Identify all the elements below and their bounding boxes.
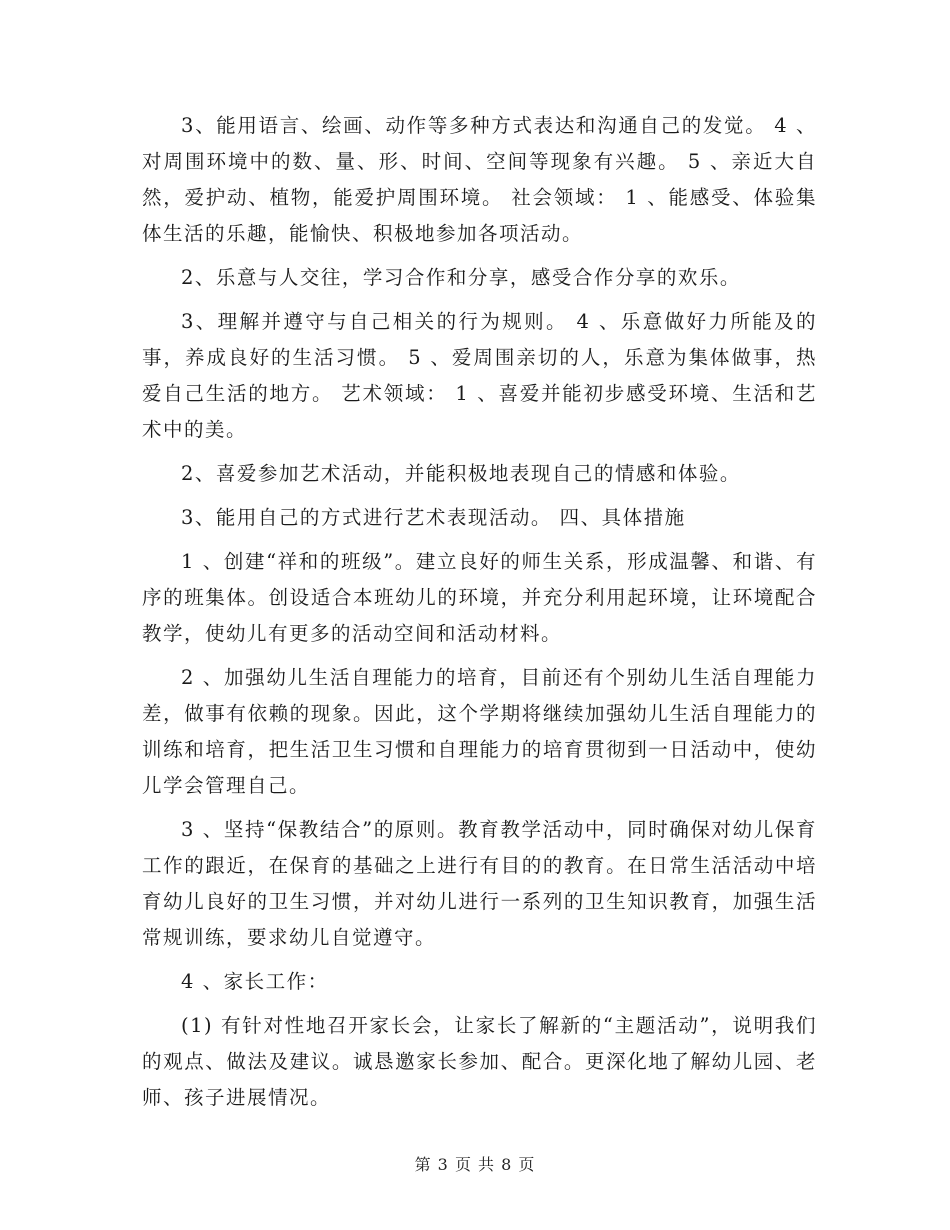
paragraph: 2 、加强幼儿生活自理能力的培育，目前还有个别幼儿生活自理能力差，做事有依赖的现象。因此，这个学期将继续加强幼儿生活自理能力的训练和培育，把生活卫生习惯和自理能力的培育贯彻到一日活动中，使幼儿学会管理自己。	[142, 666, 817, 797]
paragraph: 3、理解并遵守与自己相关的行为规则。 4 、乐意做好力所能及的事，养成良好的生活习惯。 5 、爱周围亲切的人，乐意为集体做事，热爱自己生活的地方。 艺术领域： 1 、喜爱并能初步感受环境、生活和艺术中的美。	[142, 310, 817, 441]
paragraph: 2、喜爱参加艺术活动，并能积极地表现自己的情感和体验。	[181, 462, 741, 485]
paragraph: 3 、坚持“保教结合”的原则。教育教学活动中，同时确保对幼儿保育工作的跟近，在保育的基础之上进行有目的的教育。在日常生活活动中培育幼儿良好的卫生习惯，并对幼儿进行一系列的卫生知识教育，加强生活常规训练，要求幼儿自觉遵守。	[142, 818, 817, 949]
paragraph: 3、能用自己的方式进行艺术表现活动。 四、具体措施	[181, 506, 686, 529]
page-number-footer: 第 3 页 共 8 页	[414, 1155, 536, 1174]
paragraph: 4 、家长工作：	[181, 970, 329, 993]
paragraph: (1) 有针对性地召开家长会，让家长了解新的“主题活动”，说明我们的观点、做法及建议。诚恳邀家长参加、配合。更深化地了解幼儿园、老师、孩子进展情况。	[142, 1014, 817, 1109]
paragraph: 1 、创建“祥和的班级”。建立良好的师生关系，形成温馨、和谐、有序的班集体。创设适合本班幼儿的环境，并充分利用起环境，让环境配合教学，使幼儿有更多的活动空间和活动材料。	[142, 550, 817, 645]
paragraph: 2、乐意与人交往，学习合作和分享，感受合作分享的欢乐。	[181, 266, 741, 289]
document-body	[142, 108, 817, 1124]
paragraph: 3、能用语言、绘画、动作等多种方式表达和沟通自己的发觉。 4 、对周围环境中的数、量、形、时间、空间等现象有兴趣。 5 、亲近大自然，爱护动、植物，能爱护周围环境。 社会领域： 1 、能感受、体验集体生活的乐趣，能愉快、积极地参加各项活动。	[142, 114, 817, 245]
